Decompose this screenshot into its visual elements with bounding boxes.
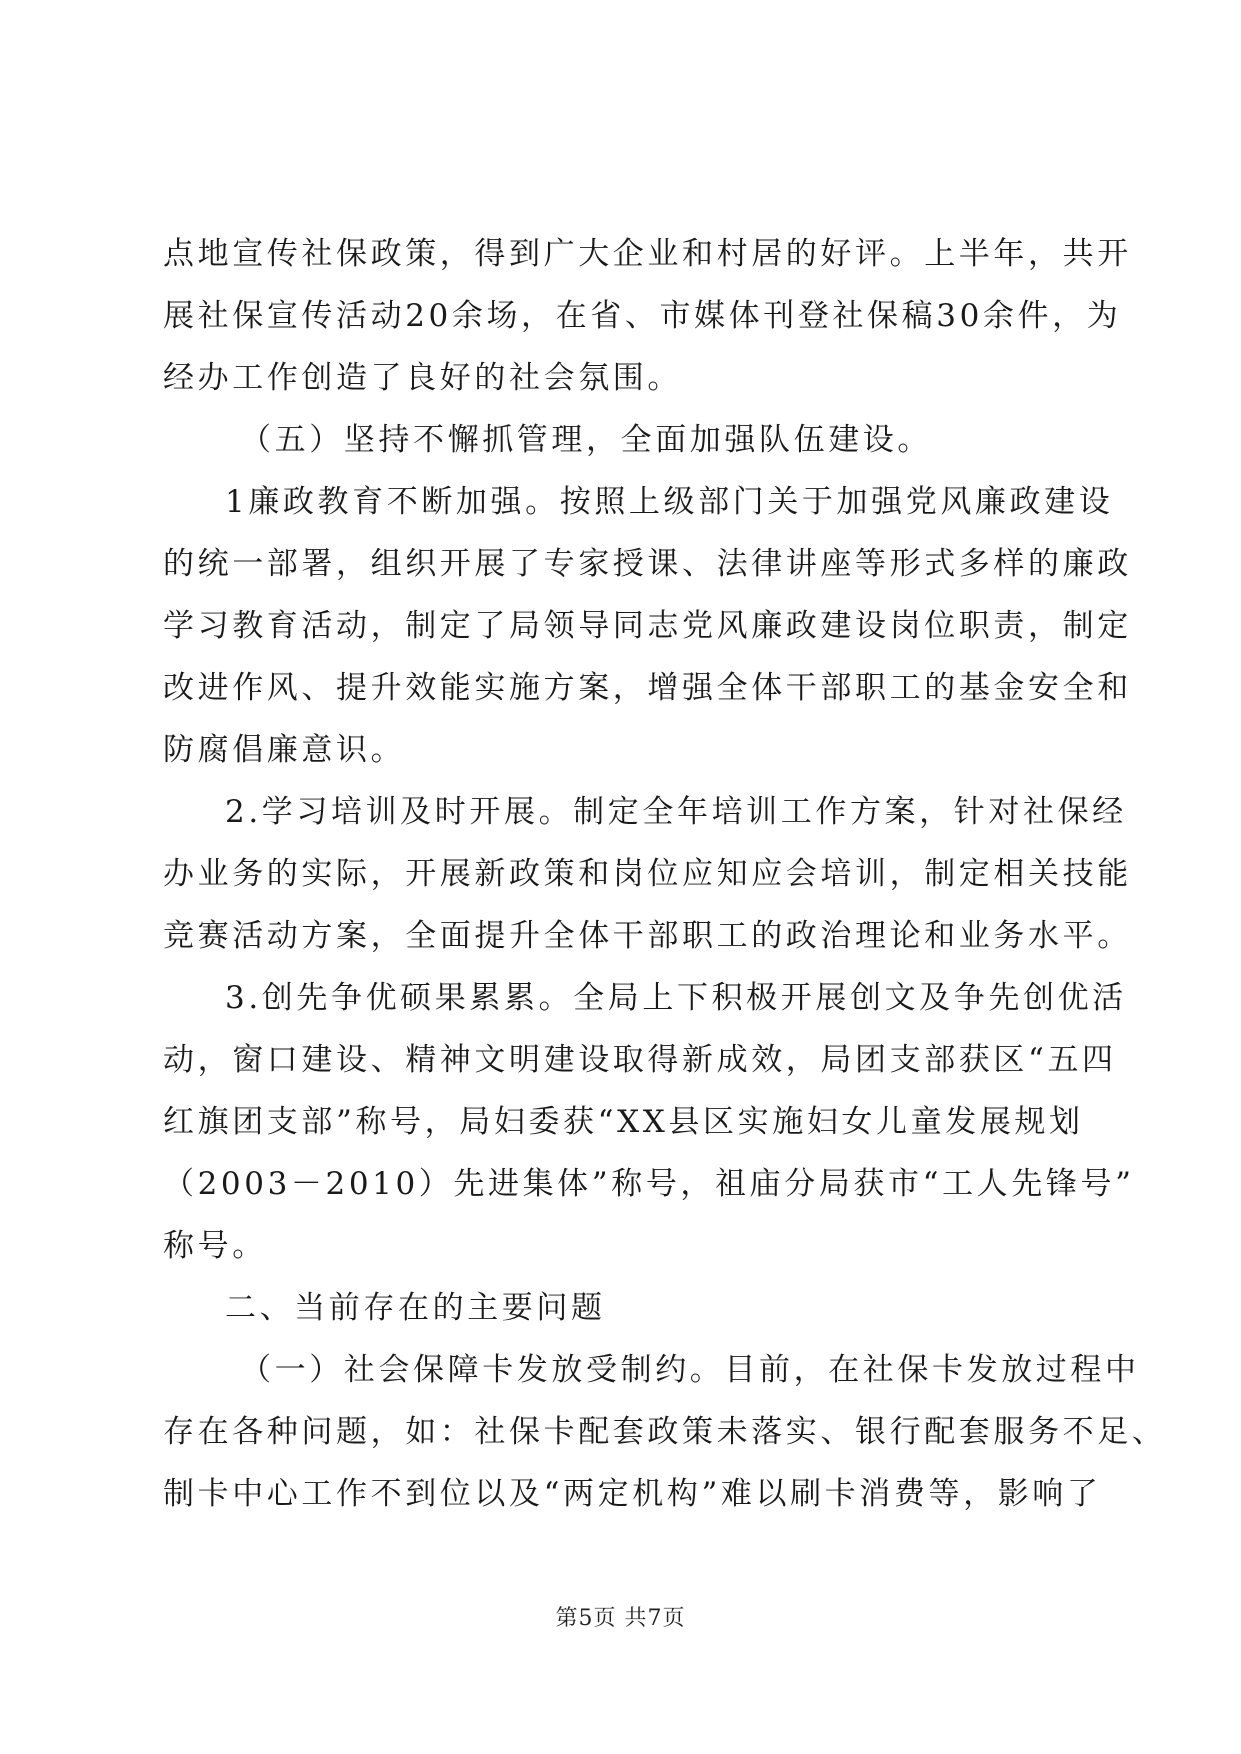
body-line: 2.学习培训及时开展。制定全年培训工作方案，针对社保经 [225,794,1127,830]
body-line: 改进作风、提升效能实施方案，增强全体干部职工的基金安全和 [163,670,1132,706]
body-line: 存在各种问题，如：社保卡配套政策未落实、银行配套服务不足、 [163,1414,1167,1450]
document-body [163,223,1167,1525]
body-line: （五）坚持不懈抓管理，全面加强队伍建设。 [240,422,932,458]
body-line: 称号。 [163,1228,267,1264]
body-line: 展社保宣传活动20余场，在省、市媒体刊登社保稿30余件，为 [163,298,1122,334]
body-line: 制卡中心工作不到位以及“两定机构”难以刷卡消费等，影响了 [163,1476,1102,1512]
body-line: 防腐倡廉意识。 [163,732,406,768]
body-line: 1廉政教育不断加强。按照上级部门关于加强党风廉政建设 [225,484,1114,520]
body-line: 点地宣传社保政策，得到广大企业和村居的好评。上半年，共开 [163,236,1132,272]
body-line: 红旗团支部”称号，局妇委获“XX县区实施妇女儿童发展规划 [163,1104,1084,1140]
body-line: 二、当前存在的主要问题 [225,1290,606,1326]
body-line: （一）社会保障卡发放受制约。目前，在社保卡发放过程中 [240,1352,1140,1388]
body-line: 动，窗口建设、精神文明建设取得新成效，局团支部获区“五四 [163,1042,1117,1078]
body-line: 办业务的实际，开展新政策和岗位应知应会培训，制定相关技能 [163,856,1132,892]
page-footer: 第5页 共7页 [555,1606,686,1631]
body-line: （2003－2010）先进集体”称号，祖庙分局获市“工人先锋号” [163,1166,1135,1202]
body-line: 3.创先争优硕果累累。全局上下积极开展创文及争先创优活 [225,980,1127,1016]
body-line: 学习教育活动，制定了局领导同志党风廉政建设岗位职责，制定 [163,608,1132,644]
body-line: 竞赛活动方案，全面提升全体干部职工的政治理论和业务水平。 [163,918,1132,954]
body-line: 的统一部署，组织开展了专家授课、法律讲座等形式多样的廉政 [163,546,1132,582]
body-line: 经办工作创造了良好的社会氛围。 [163,360,682,396]
